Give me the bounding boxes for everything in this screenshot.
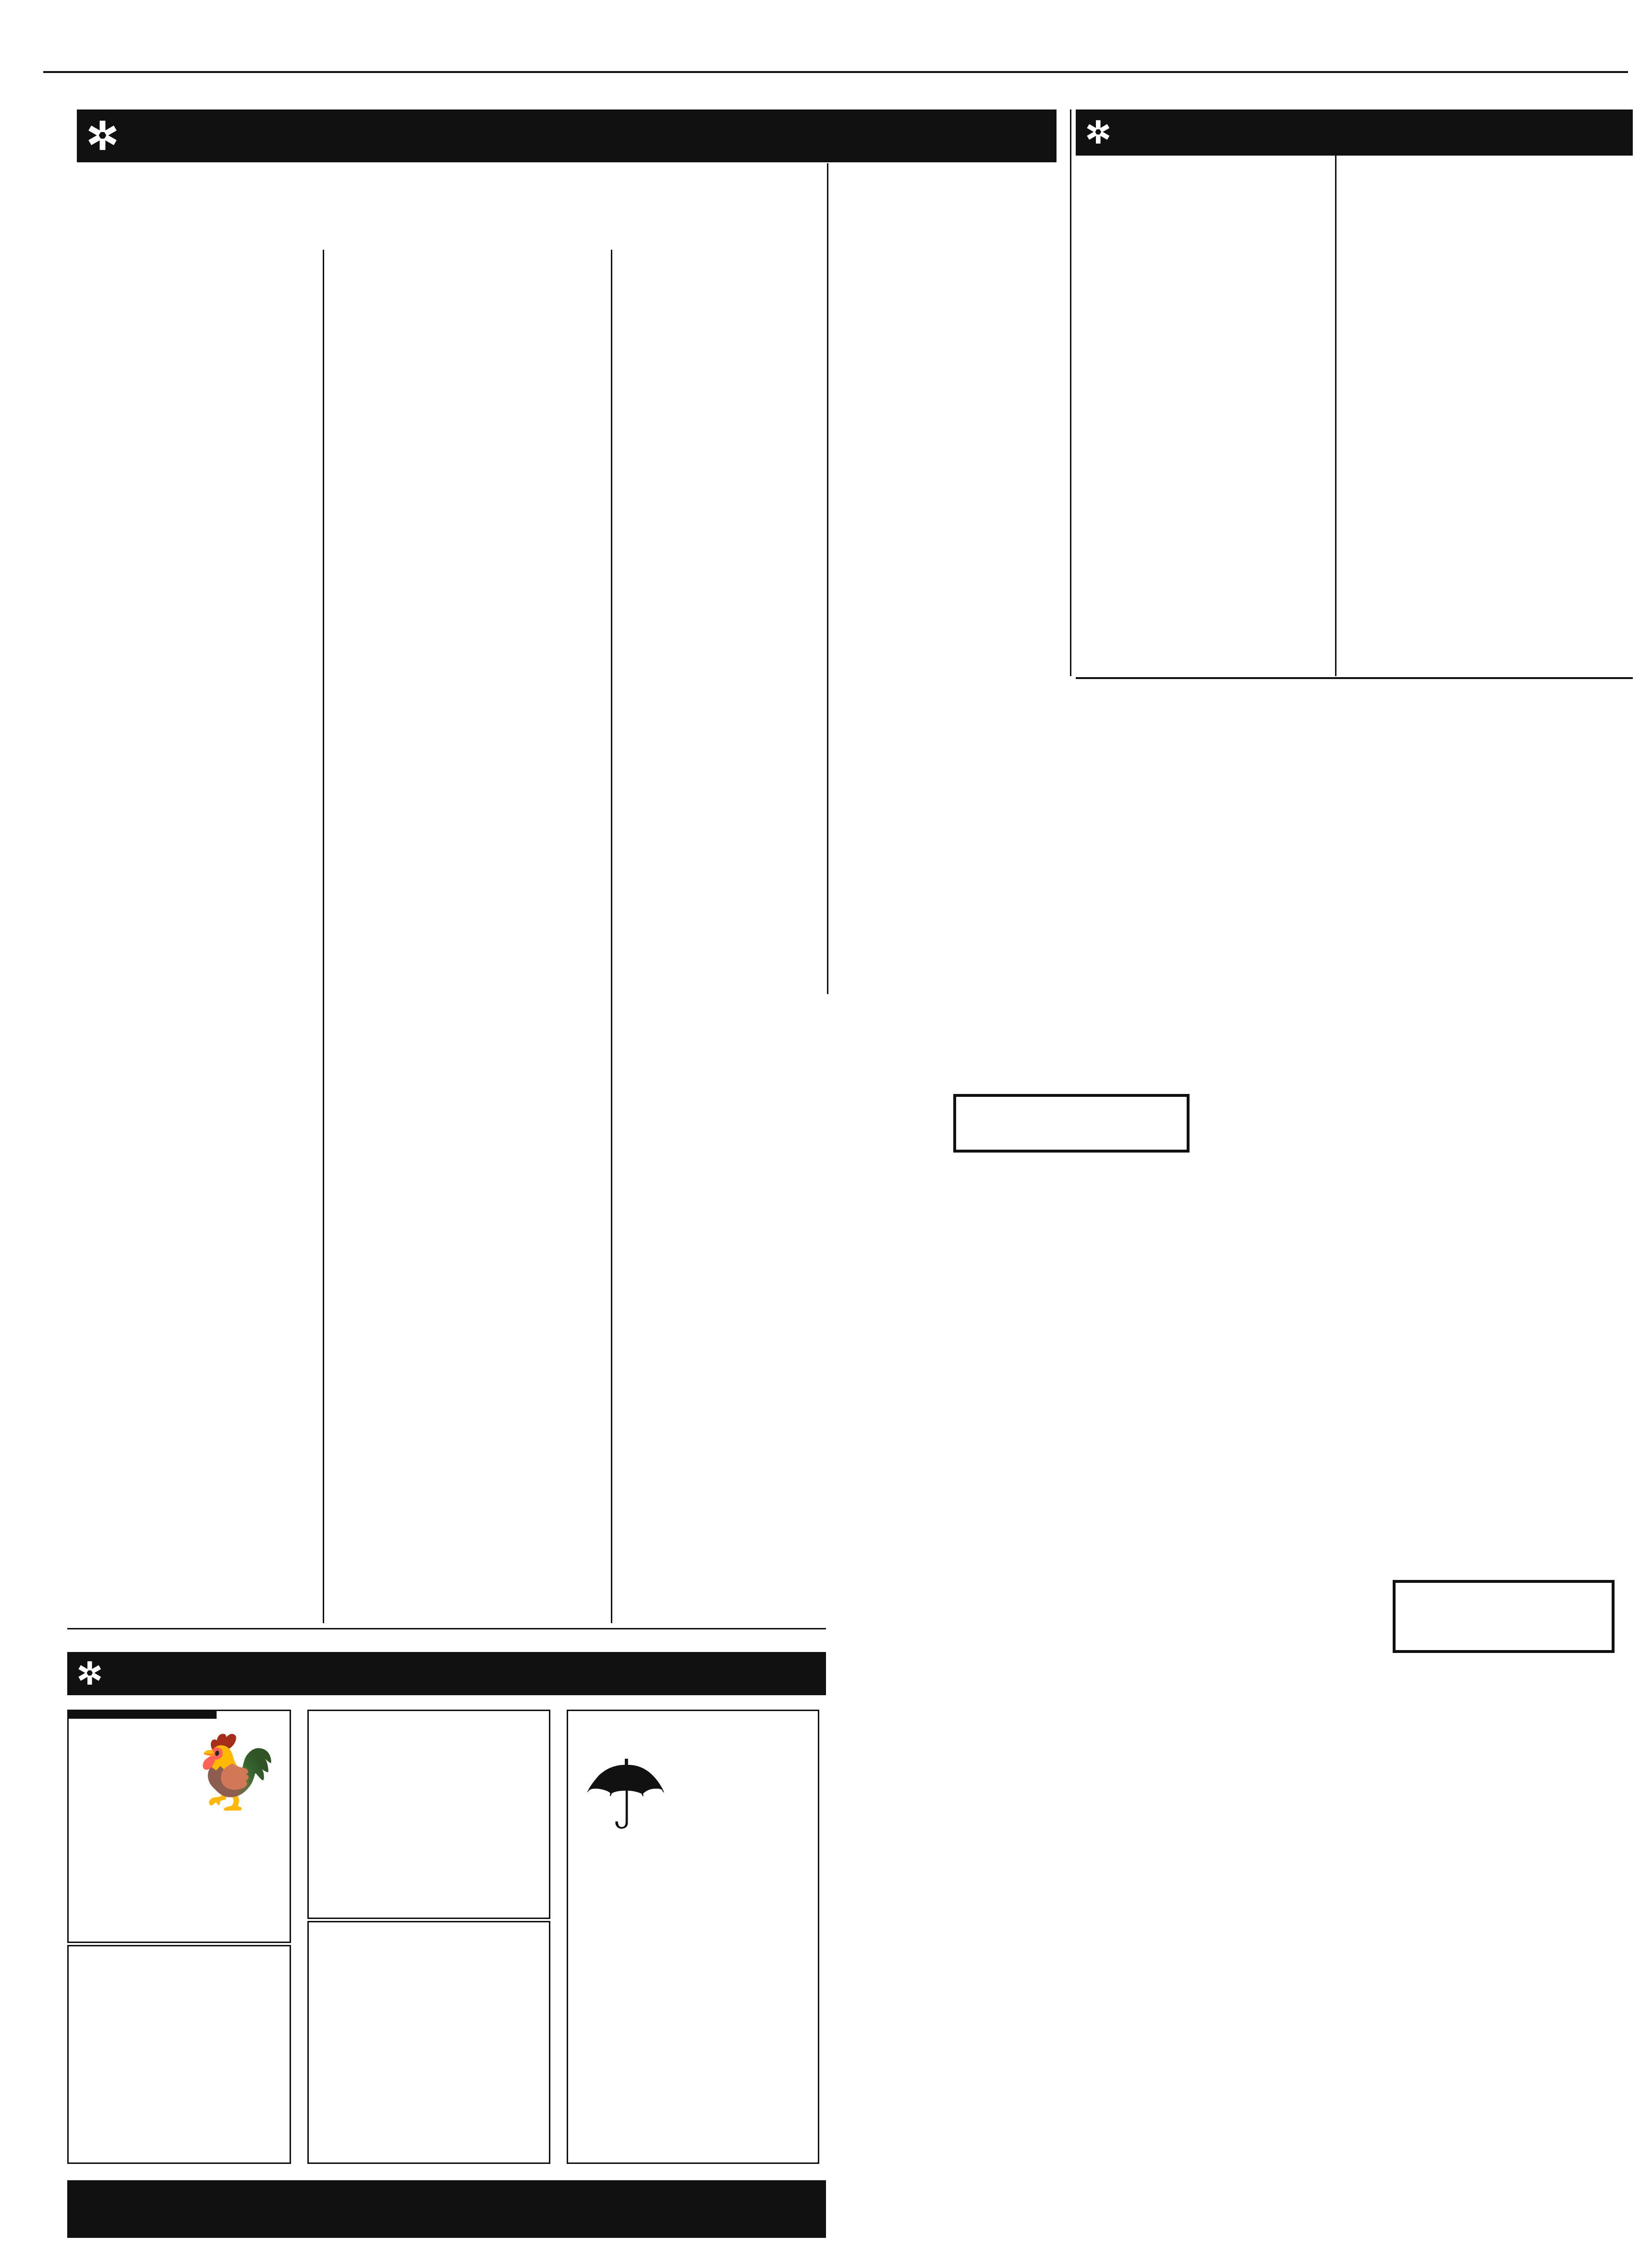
rooster-icon: 🐓 (190, 1732, 280, 1812)
recintos-col-1 (1081, 764, 1349, 1023)
asterisk-icon: ✲ (1085, 115, 1111, 150)
column-rule (323, 250, 324, 1623)
hongkong-ad (567, 1710, 819, 2164)
chave-douro-banner (67, 2180, 826, 2238)
quinta-name (69, 1946, 290, 1956)
outros-banner (1076, 109, 1633, 156)
bom-rule (67, 1628, 826, 1629)
cartaz-banner (77, 109, 1057, 162)
tamborim-ad (307, 1921, 550, 2164)
servicos-title (1393, 1580, 1615, 1653)
recintos-rule (1076, 677, 1633, 679)
servicos-column (1337, 1657, 1630, 2243)
umbrella-icon: ☂ (583, 1742, 669, 1849)
recintos-col-2 (1359, 764, 1628, 1023)
column-rule (827, 163, 828, 994)
toni-details (309, 1714, 549, 1722)
farmacias-col-1 (828, 1153, 1102, 2243)
farmacias-col-3 (1337, 1153, 1578, 1556)
arameiro-ad (67, 1710, 291, 1943)
header-rule (43, 71, 1628, 73)
asterisk-icon: ✲ (86, 114, 119, 158)
outros-right-column (1342, 158, 1630, 677)
outros-left-column (1078, 158, 1328, 677)
column-rule (611, 250, 612, 1623)
bom-banner (67, 1652, 826, 1695)
arameiro-premio (69, 1719, 178, 1733)
farmacias-title (953, 1094, 1190, 1153)
column-rule (1335, 154, 1336, 676)
farmacias-col-2 (1109, 1153, 1330, 2243)
column-rule (1070, 109, 1071, 676)
toni-ad (307, 1710, 550, 1919)
quinta-ad (67, 1945, 291, 2164)
asterisk-icon: ✲ (77, 1656, 103, 1691)
arameiro-name (69, 1711, 217, 1719)
